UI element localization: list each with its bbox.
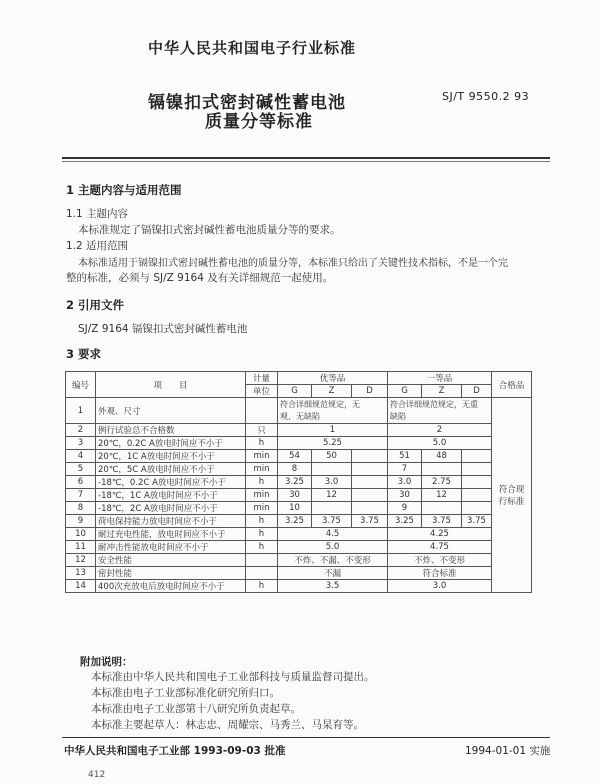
requirements-table: [65, 371, 532, 593]
notes-line-3: 本标准由电子工业部第十八研究所负责起草。: [91, 703, 301, 715]
row-excellent: [278, 398, 388, 424]
row-fi-g: 3.25: [388, 515, 422, 528]
grade-label: D: [462, 385, 492, 398]
notes-line-2: 本标准由电子工业部标准化研究所归口。: [91, 687, 280, 699]
table-row: [66, 580, 532, 593]
row-no: 6: [66, 476, 96, 489]
table-row: [66, 554, 532, 567]
row-item: 安全性能: [96, 554, 246, 567]
row-ex-g: 30: [278, 489, 312, 502]
standard-number: SJ/T 9550.2 93: [442, 90, 530, 103]
row-ex-z: [312, 502, 352, 515]
row-first: 不炸、不变形: [388, 554, 492, 567]
row-ex-g: 3.25: [278, 515, 312, 528]
table-row: [66, 450, 532, 463]
row-ex-z: 3.0: [312, 476, 352, 489]
row-unit: h: [246, 580, 278, 593]
row-excellent: 3.5: [278, 580, 388, 593]
section-1-heading: 1 主题内容与适用范围: [66, 183, 182, 197]
row-fi-d: [462, 450, 492, 463]
notes-line-4: 本标准主要起草人：林志忠、周耀宗、马秀兰、马杲育等。: [91, 719, 364, 731]
section-1-1-heading: 1.1 主题内容: [66, 208, 129, 220]
issuing-body: 中华人民共和国电子行业标准: [148, 39, 357, 57]
row-unit: h: [246, 528, 278, 541]
row-unit: 只: [246, 424, 278, 437]
table-row: [66, 424, 532, 437]
row-item: 20℃，0.2C A放电时间应不小于: [96, 437, 246, 450]
row-first: 4.75: [388, 541, 492, 554]
implementation-date: 1994-01-01 实施: [465, 745, 551, 757]
row-fi-d: [462, 489, 492, 502]
row-ex-z: 12: [312, 489, 352, 502]
row-unit: [246, 567, 278, 580]
row-fi-d: [462, 502, 492, 515]
row-no: 9: [66, 515, 96, 528]
row-unit: [246, 554, 278, 567]
row-fi-z: [422, 502, 462, 515]
row-ex-d: [352, 489, 388, 502]
section-1-2-heading: 1.2 适用范围: [66, 240, 129, 252]
row-fi-g: 30: [388, 489, 422, 502]
row-no: 7: [66, 489, 96, 502]
row-unit: h: [246, 437, 278, 450]
qualified-text-a: 符合现: [498, 485, 525, 495]
row-item: -18℃，0.2C A放电时间应不小于: [96, 476, 246, 489]
row-excellent: 5.25: [278, 437, 388, 450]
row-no: 11: [66, 541, 96, 554]
row-item: 荷电保持能力放电时间应不小于: [96, 515, 246, 528]
row-no: 13: [66, 567, 96, 580]
row-item: 400次充放电后放电时间应不小于: [96, 580, 246, 593]
notes-heading: 附加说明：: [80, 656, 133, 668]
header-qualified: 合格品: [492, 372, 532, 398]
section-3-heading: 3 要求: [66, 347, 102, 361]
row-no: 12: [66, 554, 96, 567]
row-fi-z: 48: [422, 450, 462, 463]
row-fi-z: 2.75: [422, 476, 462, 489]
row-first: 5.0: [388, 437, 492, 450]
row-first-text-b: 缺陷: [390, 411, 406, 421]
document-subtitle: 质量分等标准: [205, 112, 313, 132]
row-ex-g: 8: [278, 463, 312, 476]
row-fi-g: 7: [388, 463, 422, 476]
row-excellent: 不炸、不漏、不变形: [278, 554, 388, 567]
grade-label: G: [278, 385, 312, 398]
approval-line: 中华人民共和国电子工业部 1993-09-03 批准: [64, 745, 286, 757]
qualified-cell: [492, 398, 532, 593]
qualified-text-b: 行标准: [498, 497, 525, 507]
row-excellent: 4.5: [278, 528, 388, 541]
table-row: [66, 541, 532, 554]
row-item: 耐冲击性能放电时间应不小于: [96, 541, 246, 554]
table-row: [66, 476, 532, 489]
row-ex-g: 10: [278, 502, 312, 515]
row-no: 10: [66, 528, 96, 541]
footer-rule: [62, 737, 550, 738]
row-ex-d: [352, 476, 388, 489]
table-row: [66, 437, 532, 450]
header-first-grade: 一等品: [388, 372, 492, 385]
row-ex-g: 3.25: [278, 476, 312, 489]
row-ex-d: [352, 463, 388, 476]
row-ex-g: 54: [278, 450, 312, 463]
row-item: 外观、尺寸: [96, 398, 246, 424]
row-ex-z: [312, 463, 352, 476]
section-1-1-text: 本标准规定了镉镍扣式密封碱性蓄电池质量分等的要求。: [78, 224, 341, 236]
row-fi-d: [462, 463, 492, 476]
page-number: 412: [88, 770, 106, 780]
row-ex-d: [352, 450, 388, 463]
row-first: 2: [388, 424, 492, 437]
row-ex-d: [352, 502, 388, 515]
row-first: 4.25: [388, 528, 492, 541]
row-item: 20℃，1C A放电时间应不小于: [96, 450, 246, 463]
row-fi-d: 3.75: [462, 515, 492, 528]
table-header-row-1: [66, 372, 532, 385]
row-unit: min: [246, 489, 278, 502]
row-excellent: 1: [278, 424, 388, 437]
row-no: 1: [66, 398, 96, 424]
table-row: [66, 515, 532, 528]
row-unit: h: [246, 541, 278, 554]
row-item: 密封性能: [96, 567, 246, 580]
row-no: 5: [66, 463, 96, 476]
row-no: 14: [66, 580, 96, 593]
row-fi-z: 12: [422, 489, 462, 502]
row-unit: min: [246, 502, 278, 515]
grade-label: D: [352, 385, 388, 398]
row-fi-g: 9: [388, 502, 422, 515]
row-first: 符合标准: [388, 567, 492, 580]
section-1-2-text-a: 本标准适用于镉镍扣式密封碱性蓄电池的质量分等，本标准只给出了关键性技术指标，不是一个完: [78, 258, 508, 269]
row-no: 8: [66, 502, 96, 515]
row-no: 2: [66, 424, 96, 437]
grade-label: Z: [312, 385, 352, 398]
row-unit: min: [246, 463, 278, 476]
row-ex-z: 50: [312, 450, 352, 463]
row-excellent: 不漏: [278, 567, 388, 580]
header-excellent: 优等品: [278, 372, 388, 385]
table-row: [66, 463, 532, 476]
row-fi-g: 3.0: [388, 476, 422, 489]
section-2-text: SJ/Z 9164 镉镍扣式密封碱性蓄电池: [78, 323, 248, 335]
row-first: 3.0: [388, 580, 492, 593]
table-row: [66, 502, 532, 515]
row-item: -18℃，1C A放电时间应不小于: [96, 489, 246, 502]
row-unit: [246, 398, 278, 424]
row-fi-d: [462, 476, 492, 489]
row-item: -18℃，2C A放电时间应不小于: [96, 502, 246, 515]
row-item: 20℃，5C A放电时间应不小于: [96, 463, 246, 476]
row-first-text-a: 符合详细规范规定，无重: [390, 399, 478, 409]
table-row: [66, 398, 532, 424]
table-row: [66, 567, 532, 580]
row-excellent-text-b: 观、无缺陷: [280, 411, 320, 421]
row-fi-g: 51: [388, 450, 422, 463]
header-unit: 计量: [246, 372, 278, 385]
row-unit: min: [246, 450, 278, 463]
row-item: 耐过充电性能，放电时间应不小于: [96, 528, 246, 541]
row-fi-z: 3.75: [422, 515, 462, 528]
grade-label: G: [388, 385, 422, 398]
row-ex-d: 3.75: [352, 515, 388, 528]
row-excellent: 5.0: [278, 541, 388, 554]
section-1-2-text-b: 整的标准，必须与 SJ/Z 9164 及有关详细规范一起使用。: [66, 272, 334, 284]
row-fi-z: [422, 463, 462, 476]
row-item: 例行试验总不合格数: [96, 424, 246, 437]
grade-label: Z: [422, 385, 462, 398]
table-row: [66, 528, 532, 541]
section-2-heading: 2 引用文件: [66, 298, 125, 312]
header-item: 项 目: [96, 372, 246, 398]
row-excellent-text-a: 符合详细规范规定，无: [280, 399, 360, 409]
row-no: 4: [66, 450, 96, 463]
header-unit-b: 单位: [246, 385, 278, 398]
document-title: 镉镍扣式密封碱性蓄电池: [148, 93, 346, 113]
header-rule-thin: [62, 161, 550, 162]
row-unit: h: [246, 515, 278, 528]
row-no: 3: [66, 437, 96, 450]
header-rule: [62, 157, 550, 159]
header-no: 编号: [66, 372, 96, 398]
row-unit: h: [246, 476, 278, 489]
notes-line-1: 本标准由中华人民共和国电子工业部科技与质量监督司提出。: [91, 671, 375, 683]
row-ex-z: 3.75: [312, 515, 352, 528]
table-row: [66, 489, 532, 502]
row-first: [388, 398, 492, 424]
